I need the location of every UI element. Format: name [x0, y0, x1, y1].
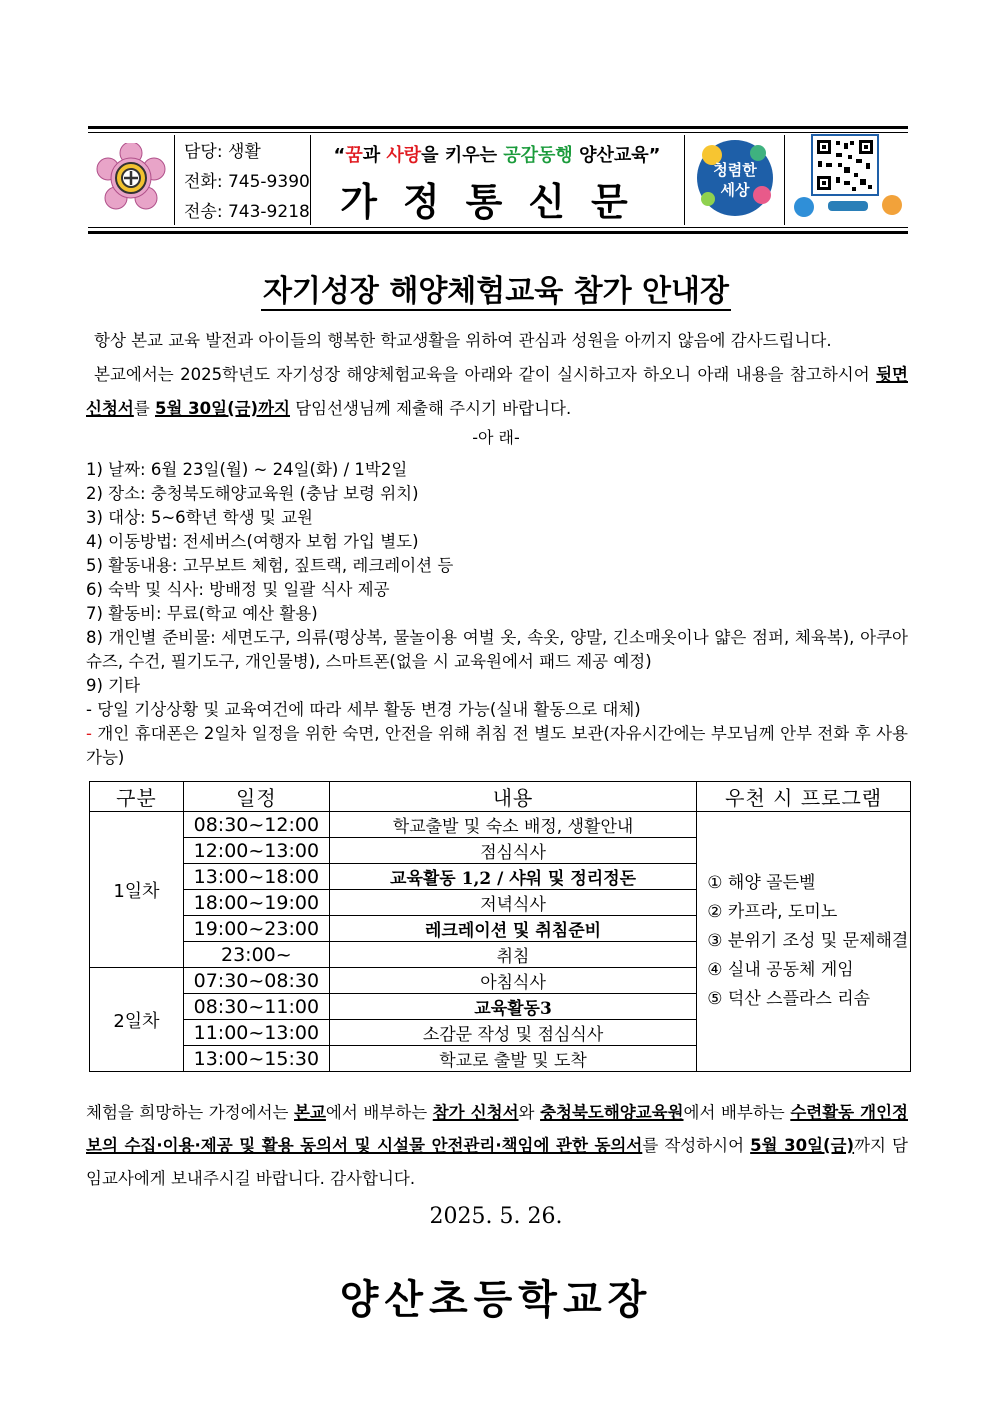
contact-fax: 전송: 743-9218: [184, 202, 310, 222]
contact-phone: 전화: 745-9390: [184, 172, 310, 192]
document-title: [0, 266, 992, 310]
table-row: [90, 812, 911, 838]
time-cell: 13:00~18:00: [183, 864, 329, 890]
content-cell: 교육활동3: [329, 994, 696, 1020]
rain-program-item: ③ 분위기 조성 및 문제해결: [707, 931, 909, 951]
content-cell: 소감문 작성 및 점심식사: [329, 1020, 696, 1046]
intro-text: 담임선생님께 제출해 주시기 바랍니다.: [289, 399, 572, 418]
closing-paragraph: [86, 1096, 908, 1195]
list-item: 8) 개인별 준비물: 세면도구, 의류(평상복, 물놀이용 여벌 옷, 속옷, 양말, 긴소매옷이나 얇은 점퍼, 체육복), 아쿠아슈즈, 수건, 필기도구, 개인물병), 스마트폰(없을 시 교육원에서 패드 제공 예정): [86, 628, 908, 671]
list-item: 9) 기타: [86, 676, 141, 695]
principal-signature: 양산초등학교장: [339, 1276, 653, 1323]
time-cell: 12:00~13:00: [183, 838, 329, 864]
school-seal-icon: [96, 143, 166, 213]
closing-emphasis: 수련활동 개인정보의 수집·이용·제공 및 활용 동의서 및 시설물 안전관리·책임에 관한 동의서: [86, 1103, 908, 1155]
time-cell: 19:00~23:00: [183, 916, 329, 942]
content-cell: 점심식사: [329, 838, 696, 864]
closing-emphasis: 참가 신청서: [432, 1103, 519, 1122]
etc-note: - 당일 기상상황 및 교육여건에 따라 세부 활동 변경 가능(실내 활동으로 대체): [86, 700, 641, 719]
content-cell: 아침식사: [329, 968, 696, 994]
slogan-quote: “: [333, 145, 346, 166]
time-cell: 11:00~13:00: [183, 1020, 329, 1046]
newsletter-header: [88, 126, 908, 234]
header-divider: [684, 135, 685, 225]
intro-paragraph: [86, 324, 908, 426]
contact-info: [184, 137, 310, 227]
header-schedule: 일정: [183, 782, 329, 812]
header-divider: [310, 135, 311, 225]
list-item: 4) 이동방법: 전세버스(여행자 보험 가입 별도): [86, 532, 419, 551]
intro-emphasis: 뒷면 신청서: [86, 365, 908, 418]
schedule-table: [89, 781, 911, 1072]
closing-emphasis: 본교: [294, 1103, 326, 1122]
content-cell: 저녁식사: [329, 890, 696, 916]
header-divider: [784, 135, 785, 225]
intro-text: 본교에서는 2025학년도 자기성장 해양체험교육을 아래와 같이 실시하고자 하오니 아래 내용을 참고하시어: [94, 365, 877, 384]
qr-code-icon: [792, 133, 904, 225]
content-cell: 학교출발 및 숙소 배정, 생활안내: [329, 812, 696, 838]
slogan-empathy: 공감동행: [503, 145, 573, 166]
closing-text: 와: [518, 1103, 541, 1122]
content-cell: 학교로 출발 및 도착: [329, 1046, 696, 1072]
list-item: 3) 대상: 5~6학년 학생 및 교원: [86, 508, 313, 527]
etc-note: [86, 722, 908, 770]
closing-deadline: 5월 30일(금): [750, 1136, 855, 1155]
closing-text: 체험을 희망하는 가정에서는: [86, 1103, 295, 1122]
intro-deadline: 5월 30일(금)까지: [155, 399, 290, 418]
slogan-love: 사랑: [386, 145, 422, 166]
table-header-row: [90, 782, 911, 812]
time-cell: 18:00~19:00: [183, 890, 329, 916]
slogan-text: 양산교육: [572, 145, 649, 166]
content-cell: 레크레이션 및 취침준비: [329, 916, 696, 942]
list-item: 6) 숙박 및 식사: 방배정 및 일괄 식사 제공: [86, 580, 390, 599]
slogan-text: 과: [362, 145, 387, 166]
header-divider: [174, 135, 175, 225]
day2-label: 2일차: [90, 968, 184, 1072]
details-list: [86, 458, 908, 770]
slogan-dream: 꿈: [345, 145, 363, 166]
issue-date: 2025. 5. 26.: [429, 1204, 563, 1229]
intro-text: 를: [133, 399, 156, 418]
closing-text: 에서 배부하는: [683, 1103, 791, 1122]
list-item: 5) 활동내용: 고무보트 체험, 짚트랙, 레크레이션 등: [86, 556, 454, 575]
list-item: 7) 활동비: 무료(학교 예산 활용): [86, 604, 318, 623]
etc-dash: -: [86, 724, 98, 743]
svg-text:세상: 세상: [720, 181, 750, 199]
closing-text: 까지 담임교사에게 보내주시길 바랍니다. 감사합니다.: [86, 1136, 908, 1188]
rain-program-item: ① 해양 골든벨: [707, 873, 816, 893]
time-cell: 08:30~12:00: [183, 812, 329, 838]
header-category: 구분: [90, 782, 184, 812]
intro-line1: 항상 본교 교육 발전과 아이들의 행복한 학교생활을 위하여 관심과 성원을 아끼지 않음에 감사드립니다.: [94, 331, 832, 350]
intro-line2: [86, 358, 908, 426]
list-item: 2) 장소: 충청북도해양교육원 (충남 보령 위치): [86, 484, 419, 503]
slogan-quote: ”: [648, 145, 661, 166]
time-cell: 08:30~11:00: [183, 994, 329, 1020]
header-content: 내용: [329, 782, 696, 812]
svg-text:청렴한: 청렴한: [713, 161, 757, 179]
rain-program-item: ④ 실내 공동체 게임: [707, 960, 854, 980]
school-district-logo-icon: [692, 133, 778, 223]
rain-program-item: ② 카프라, 도미노: [707, 902, 838, 922]
time-cell: 07:30~08:30: [183, 968, 329, 994]
content-cell: 취침: [329, 942, 696, 968]
contact-manager: 담당: 생활: [184, 142, 261, 162]
etc-text: 개인 휴대폰은 2일차 일정을 위한 숙면, 안전을 위해 취침 전 별도 보관(자유시간에는 부모님께 안부 전화 후 사용가능): [86, 724, 908, 767]
closing-emphasis: 충청북도해양교육원: [540, 1103, 684, 1122]
newsletter-title: 가정통신문: [340, 179, 654, 224]
slogan-text: 을 키우는: [421, 145, 504, 166]
list-item: 1) 날짜: 6월 23일(월) ~ 24일(화) / 1박2일: [86, 460, 408, 479]
time-cell: 23:00~: [183, 942, 329, 968]
closing-text: 를 작성하시어: [642, 1136, 751, 1155]
below-marker: -아 래-: [472, 428, 520, 447]
rain-program-list: [697, 812, 911, 1072]
header-rain-program: 우천 시 프로그램: [697, 782, 911, 812]
closing-text: 에서 배부하는: [325, 1103, 433, 1122]
slogan: [312, 141, 682, 167]
rain-program-item: ⑤ 덕산 스플라스 리솜: [707, 989, 871, 1009]
document-title-text: 자기성장 해양체험교육 참가 안내장: [262, 274, 730, 309]
time-cell: 13:00~15:30: [183, 1046, 329, 1072]
content-cell: 교육활동 1,2 / 샤워 및 정리정돈: [329, 864, 696, 890]
day1-label: 1일차: [90, 812, 184, 968]
